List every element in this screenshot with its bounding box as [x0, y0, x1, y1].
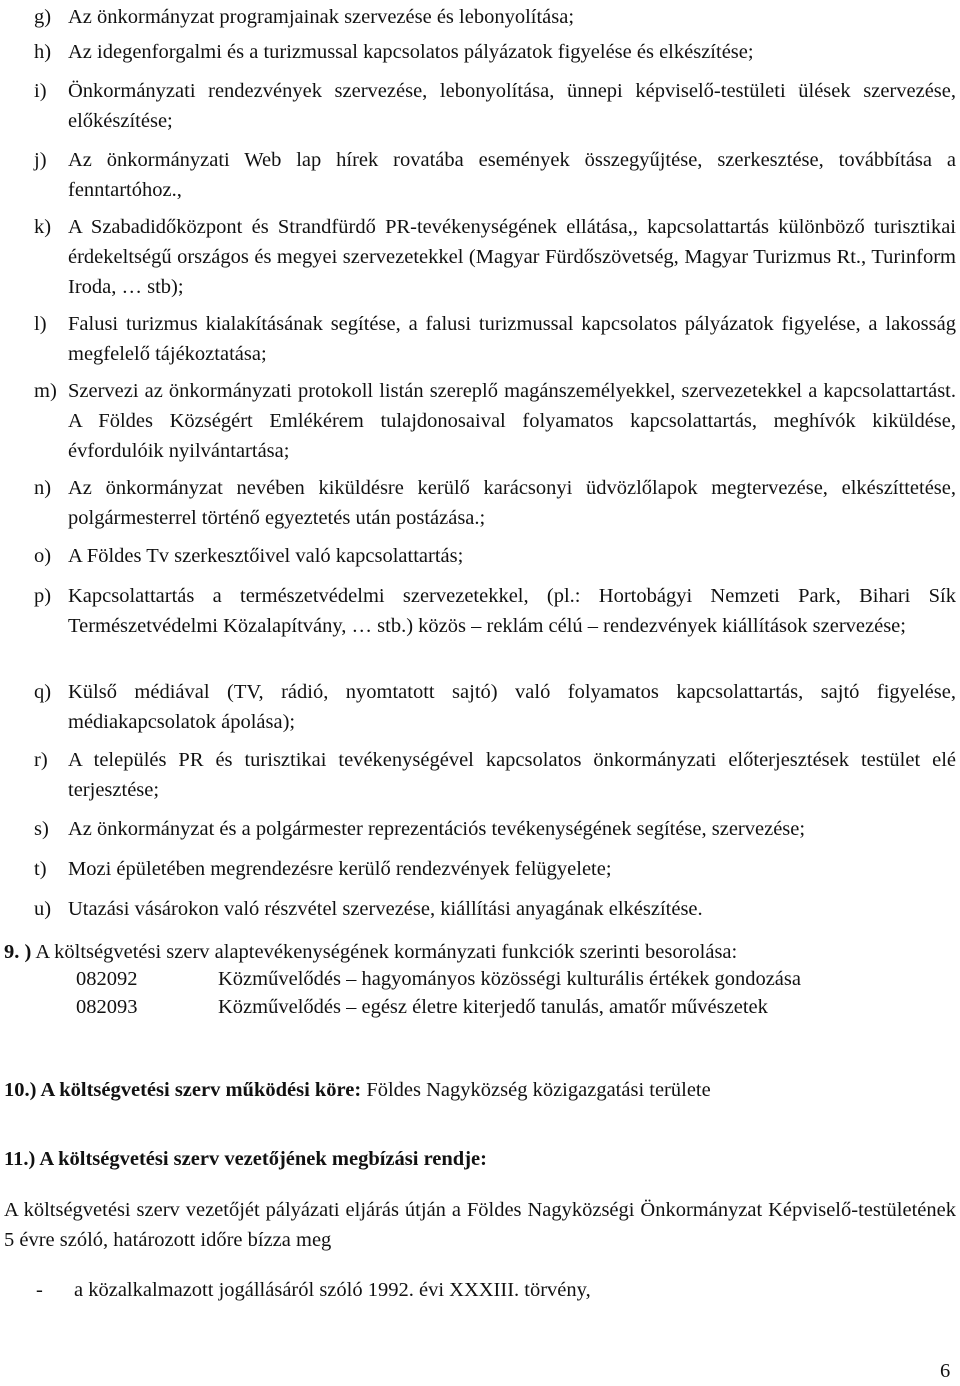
list-label: i): [34, 80, 47, 102]
list-item-s: [34, 814, 956, 844]
list-item-g: [34, 2, 956, 32]
list-text: A Szabadidőközpont és Strandfürdő PR-tevékenységének ellátása,, kapcsolattartás különböző turisztikai érdekeltségű országos és megyei szervezetekkel (Magyar Fürdőszövetség, Magyar Turizmus Rt., Turinform Iroda, … stb);: [68, 216, 956, 298]
list-label: g): [34, 6, 52, 28]
section-9-number: 9. ): [4, 941, 32, 963]
function-code-row: [76, 964, 801, 994]
list-label: u): [34, 898, 52, 920]
function-description: Közművelődés – egész életre kiterjedő tanulás, amatőr művészetek: [218, 996, 768, 1018]
list-item-m: [34, 376, 956, 466]
list-text: A Földes Tv szerkesztőivel való kapcsolattartás;: [68, 545, 464, 567]
function-code: 082093: [76, 996, 138, 1018]
list-item-o: [34, 541, 956, 571]
list-text: Mozi épületében megrendezésre kerülő rendezvények felügyelete;: [68, 858, 612, 880]
list-label: j): [34, 149, 47, 171]
section-11-bold-label: 11.) A költségvetési szerv vezetőjének megbízási rendje:: [4, 1148, 487, 1170]
list-label: t): [34, 858, 47, 880]
list-item-j: [34, 145, 956, 205]
section-11-heading: [4, 1144, 956, 1174]
function-code: 082092: [76, 968, 138, 990]
list-label: l): [34, 313, 47, 335]
function-code-row: [76, 992, 768, 1022]
list-label: r): [34, 749, 48, 771]
list-label: n): [34, 477, 52, 499]
list-text: Szervezi az önkormányzati protokoll listán szereplő magánszemélyekkel, szervezetekkel a kapcsolattartást. A Földes Községért Emlékérem tulajdonosaival folyamatos kapcsolattartás, meghívók kiküldése, évfordulóik nyilvántartása;: [68, 380, 956, 462]
list-text: Utazási vásárokon való részvétel szervezése, kiállítási anyagának elkészítése.: [68, 898, 703, 920]
list-item-r: [34, 745, 956, 805]
list-item-i: [34, 76, 956, 136]
section-10-text: Földes Nagyközség közigazgatási területe: [361, 1079, 711, 1101]
section-10-bold-label: 10.) A költségvetési szerv működési köre:: [4, 1079, 362, 1101]
list-label: q): [34, 681, 52, 703]
list-label: s): [34, 818, 49, 840]
list-text: Az önkormányzati Web lap hírek rovatába események összegyűjtése, szerkesztése, továbbítása a fenntartóhoz.,: [68, 149, 956, 201]
list-text: Kapcsolattartás a természetvédelmi szervezetekkel, (pl.: Hortobágyi Nemzeti Park, Bihari Sík Természetvédelmi Közalapítvány, … stb.) közös – reklám célú – rendezvények kiállítások szervezése;: [68, 585, 956, 637]
list-item-k: [34, 212, 956, 302]
list-text: Az önkormányzat programjainak szervezése és lebonyolítása;: [68, 6, 575, 28]
list-text: A település PR és turisztikai tevékenységével kapcsolatos önkormányzati előterjesztések testület elé terjesztése;: [68, 749, 956, 801]
bullet-dash: -: [36, 1279, 43, 1301]
section-9-text: A költségvetési szerv alaptevékenységének kormányzati funkciók szerinti besorolása:: [35, 941, 738, 963]
list-item-p: [34, 581, 956, 641]
list-label: o): [34, 545, 52, 567]
list-text: Önkormányzati rendezvények szervezése, lebonyolítása, ünnepi képviselő-testületi ülések szervezése, előkészítése;: [68, 80, 956, 132]
function-description: Közművelődés – hagyományos közösségi kulturális értékek gondozása: [218, 968, 801, 990]
list-item-h: [34, 37, 956, 67]
list-text: Külső médiával (TV, rádió, nyomtatott sajtó) való folyamatos kapcsolattartás, sajtó figyelése, médiakapcsolatok ápolása);: [68, 681, 956, 733]
bullet-text: a közalkalmazott jogállásáról szóló 1992. évi XXXIII. törvény,: [74, 1279, 591, 1301]
list-item-u: [34, 894, 956, 924]
list-label: h): [34, 41, 52, 63]
list-item-n: [34, 473, 956, 533]
section-10-heading: [4, 1075, 956, 1105]
list-label: p): [34, 585, 52, 607]
list-item-t: [34, 854, 956, 884]
section-11-paragraph: A költségvetési szerv vezetőjét pályázati eljárás útján a Földes Nagyközségi Önkormányzat Képviselő-testületének 5 évre szóló, határozott időre bízza meg: [4, 1199, 956, 1251]
section-9-heading: [4, 937, 956, 967]
bullet-item: [36, 1275, 591, 1305]
list-label: m): [34, 380, 57, 402]
list-text: Az idegenforgalmi és a turizmussal kapcsolatos pályázatok figyelése és elkészítése;: [68, 41, 754, 63]
list-item-l: [34, 309, 956, 369]
list-text: Az önkormányzat nevében kiküldésre kerülő karácsonyi üdvözlőlapok megtervezése, elkészíttetése, polgármesterrel történő egyeztetés után postázása.;: [68, 477, 956, 529]
list-text: Falusi turizmus kialakításának segítése, a falusi turizmussal kapcsolatos pályázatok figyelése, a lakosság megfelelő tájékoztatása;: [68, 313, 956, 365]
page-number: 6: [940, 1360, 951, 1382]
list-label: k): [34, 216, 52, 238]
list-item-q: [34, 677, 956, 737]
list-text: Az önkormányzat és a polgármester reprezentációs tevékenységének segítése, szervezése;: [68, 818, 806, 840]
